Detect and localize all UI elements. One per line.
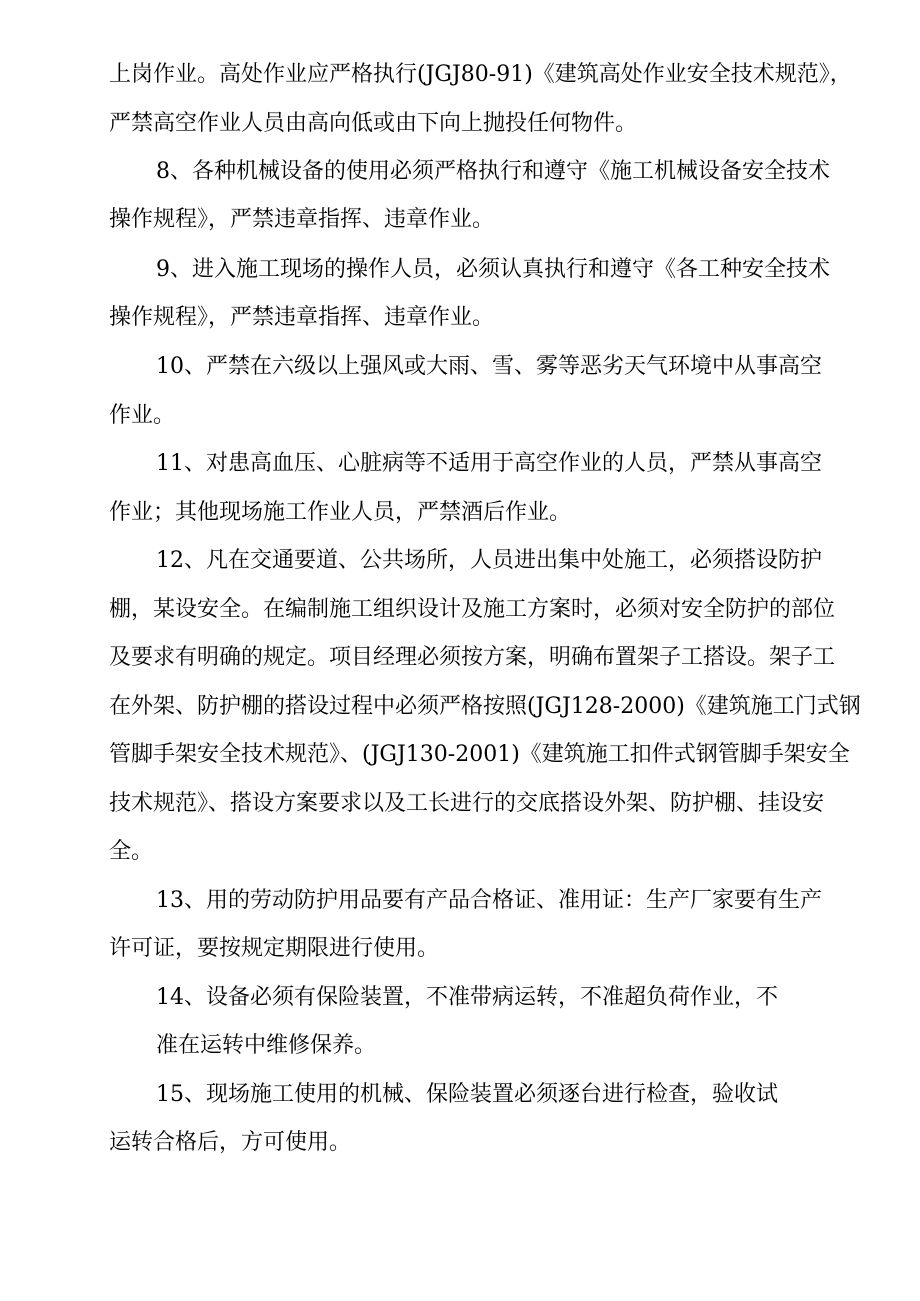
text-line: 在外架、防护棚的搭设过程中必须严格按照(JGJ128-2000)《建筑施工门式钢 (109, 694, 861, 719)
text-line: 9、进入施工现场的操作人员，必须认真执行和遵守《各工种安全技术 (156, 257, 830, 282)
text-line: 11、对患高血压、心脏病等不适用于高空作业的人员，严禁从事高空 (156, 451, 822, 476)
text-line: 12、凡在交通要道、公共场所，人员进出集中处施工，必须搭设防护 (156, 548, 822, 573)
text-line: 操作规程》，严禁违章指挥、违章作业。 (109, 305, 495, 330)
text-line: 全。 (109, 839, 154, 864)
text-line: 作业。 (109, 403, 176, 428)
text-line: 棚，某设安全。在编制施工组织设计及施工方案时，必须对安全防护的部位 (109, 597, 836, 622)
text-line: 及要求有明确的规定。项目经理必须按方案，明确布置架子工搭设。架子工 (109, 645, 836, 670)
text-line: 管脚手架安全技术规范》、(JGJ130-2001)《建筑施工扣件式钢管脚手架安全 (109, 742, 850, 767)
text-line: 13、用的劳动防护用品要有产品合格证、准用证：生产厂家要有生产 (156, 888, 822, 913)
text-line: 运转合格后，方可使用。 (109, 1130, 352, 1155)
text-line: 许可证，要按规定期限进行使用。 (109, 936, 440, 961)
text-line: 准在运转中维修保养。 (156, 1033, 377, 1058)
text-line: 15、现场施工使用的机械、保险装置必须逐台进行检查，验收试 (156, 1082, 778, 1107)
text-line: 14、设备必须有保险装置，不准带病运转，不准超负荷作业，不 (156, 985, 778, 1010)
text-line: 技术规范》、搭设方案要求以及工长进行的交底搭设外架、防护棚、挂设安 (109, 791, 825, 816)
text-line: 严禁高空作业人员由高向低或由下向上抛投任何物件。 (109, 111, 638, 136)
text-line: 操作规程》，严禁违章指挥、违章作业。 (109, 207, 495, 232)
text-line: 上岗作业。高处作业应严格执行(JGJ80-91)《建筑高处作业安全技术规范》， (109, 62, 852, 87)
text-line: 10、严禁在六级以上强风或大雨、雪、雾等恶劣天气环境中从事高空 (156, 354, 822, 379)
text-line: 作业；其他现场施工作业人员，严禁酒后作业。 (109, 500, 572, 525)
text-line: 8、各种机械设备的使用必须严格执行和遵守《施工机械设备安全技术 (156, 159, 830, 184)
